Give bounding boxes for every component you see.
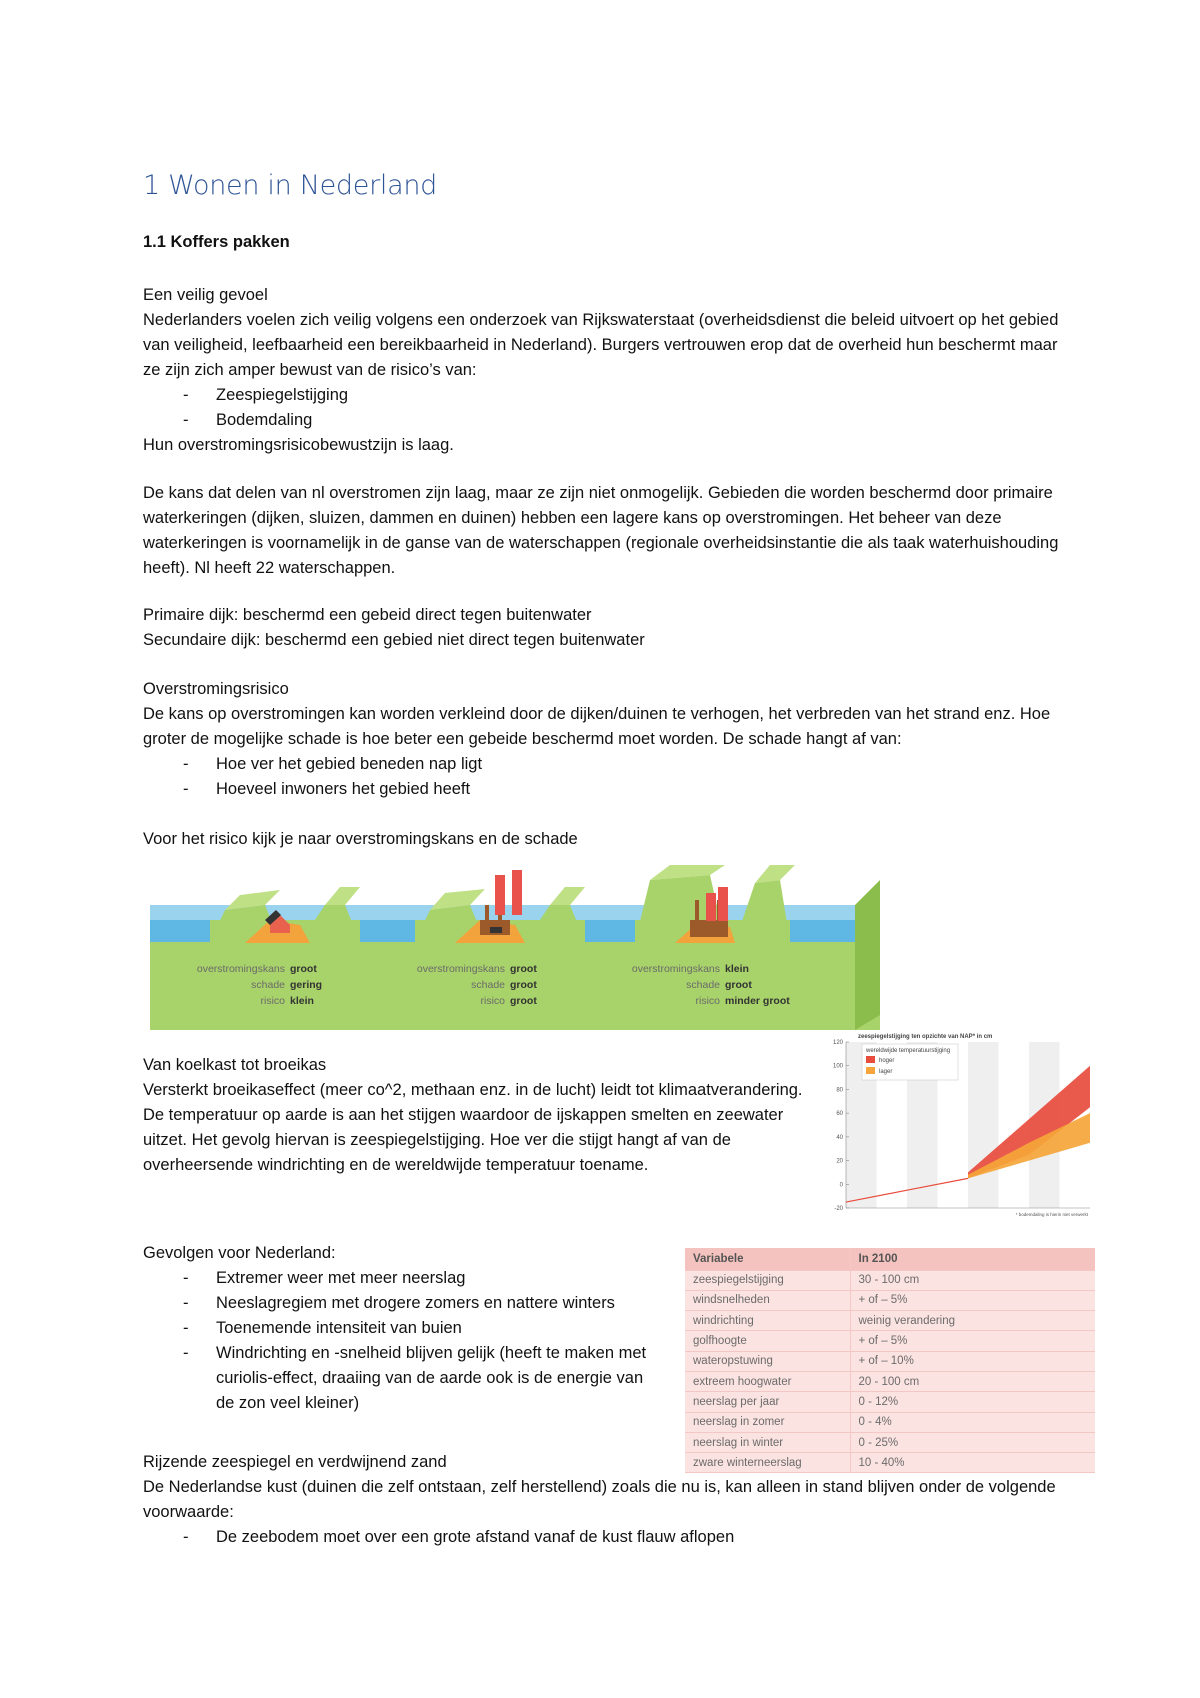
bullet-item: - Neeslagregiem met drogere zomers en nattere winters (143, 1291, 663, 1316)
value-kans: groot (510, 963, 537, 975)
chart-title: zeespiegelstijging ten opzichte van NAP* in cm (858, 1034, 993, 1040)
sea-level-chart (818, 1030, 1098, 1240)
value-schade: groot (725, 979, 752, 991)
label-kans: overstromingskans (196, 963, 285, 975)
table-cell-value: + of – 5% (850, 1290, 1095, 1310)
bullet-item: - Zeespiegelstijging (143, 383, 1078, 408)
dike-top (550, 887, 585, 905)
section-broeikas (143, 1053, 823, 1178)
table-row (685, 1331, 1095, 1351)
chart-ytick-label: 60 (836, 1111, 843, 1118)
section-title: Een veilig gevoel (143, 286, 268, 304)
table-row (685, 1270, 1095, 1290)
chart-ytick-label: 80 (836, 1087, 843, 1094)
value-kans: klein (725, 963, 749, 975)
value-risico: minder groot (725, 995, 790, 1007)
paragraph: De kans op overstromingen kan worden verkleind door de dijken/duinen te verhogen, het verbreden van het strand enz. Hoe groter de mogelijke schade is hoe beter een gebeide beschermd moet worden. De schade hangt af van: (143, 705, 1051, 748)
chart-ytick-label: 20 (836, 1158, 843, 1165)
factory-icon (690, 920, 728, 937)
secundaire-dijk-text: Secundaire dijk: beschermd een gebied niet direct tegen buitenwater (143, 631, 645, 649)
section-title: Gevolgen voor Nederland: (143, 1244, 336, 1262)
legend-label: hoger (879, 1058, 895, 1064)
table-cell-variabele: extreem hoogwater (685, 1371, 850, 1391)
dike-top (325, 887, 360, 905)
value-risico: groot (510, 995, 537, 1007)
bullet-item: - Hoe ver het gebied beneden nap ligt (143, 752, 1078, 777)
legend-swatch-lager (866, 1067, 875, 1074)
table-header: Variabele (685, 1248, 850, 1270)
paragraph: Voor het risico kijk je naar overstromingskans en de schade (143, 830, 578, 848)
value-schade: groot (510, 979, 537, 991)
table-header: In 2100 (850, 1248, 1095, 1270)
section-title: Rijzende zeespiegel en verdwijnend zand (143, 1453, 447, 1471)
bullet-item: - Hoeveel inwoners het gebied heeft (143, 777, 1078, 802)
section-heading: 1.1 Koffers pakken (143, 233, 290, 251)
paragraph: Hun overstromingsrisicobewustzijn is laag. (143, 436, 454, 454)
label-schade: schade (686, 979, 720, 991)
page-title: 1 Wonen in Nederland (143, 170, 437, 201)
table-row (685, 1290, 1095, 1310)
section-title: Van koelkast tot broeikas (143, 1056, 327, 1074)
table-row (685, 1311, 1095, 1331)
ground-side (855, 880, 880, 1030)
chart-ytick-label: 40 (836, 1134, 843, 1141)
label-schade: schade (251, 979, 285, 991)
paragraph: De Nederlandse kust (duinen die zelf ontstaan, zelf herstellend) zoals die nu is, kan alleen in stand blijven onder de volgende voorwaarde: (143, 1478, 1056, 1521)
label-risico: risico (480, 995, 505, 1007)
water-right (790, 920, 855, 942)
value-risico: klein (290, 995, 314, 1007)
tower-icon (512, 870, 522, 915)
bullet-item: - Bodemdaling (143, 408, 1078, 433)
table-cell-value: weinig verandering (850, 1311, 1095, 1331)
chart-ytick-label: 100 (832, 1063, 843, 1070)
water-left (150, 920, 210, 942)
table-row (685, 1412, 1095, 1432)
table-cell-variabele: zeespiegelstijging (685, 1270, 850, 1290)
table-row (685, 1392, 1095, 1412)
table-cell-variabele: golfhoogte (685, 1331, 850, 1351)
table-cell-variabele: neerslag in winter (685, 1432, 850, 1452)
chart-ytick-label: 120 (832, 1040, 843, 1046)
table-cell-variabele: wateropstuwing (685, 1351, 850, 1371)
section-title: Overstromingsrisico (143, 680, 289, 698)
table-cell-value: + of – 5% (850, 1331, 1095, 1351)
section-overstromingsrisico (143, 677, 1078, 852)
legend-label: lager (879, 1069, 893, 1075)
tower-icon (495, 875, 505, 915)
table-cell-variabele: neerslag in zomer (685, 1412, 850, 1432)
bullet-item: - Toenemende intensiteit van buien (143, 1316, 663, 1341)
chart-footnote: * bodemdaling is hierin niet verwerkt (1015, 1212, 1088, 1217)
label-risico: risico (260, 995, 285, 1007)
label-kans: overstromingskans (416, 963, 505, 975)
table-row (685, 1351, 1095, 1371)
section-zeespiegel (143, 1450, 1078, 1550)
table-cell-value: 30 - 100 cm (850, 1270, 1095, 1290)
table-cell-value: 20 - 100 cm (850, 1371, 1095, 1391)
table-row (685, 1371, 1095, 1391)
dike-illustration (150, 865, 880, 1030)
label-kans: overstromingskans (631, 963, 720, 975)
primaire-dijk-text: Primaire dijk: beschermd een gebeid direct tegen buitenwater (143, 606, 592, 624)
table-cell-value: + of – 10% (850, 1351, 1095, 1371)
legend-title: wereldwijde temperatuurstijging (866, 1048, 951, 1054)
tower-icon (706, 893, 716, 921)
label-schade: schade (471, 979, 505, 991)
bullet-item: - Extremer weer met meer neerslag (143, 1266, 663, 1291)
table-cell-variabele: windsnelheden (685, 1290, 850, 1310)
table-cell-value: 0 - 4% (850, 1412, 1095, 1432)
label-risico: risico (695, 995, 720, 1007)
table-header-row (685, 1248, 1095, 1270)
table-cell-variabele: zware winterneerslag (685, 1453, 850, 1473)
chart-grid-band (968, 1042, 999, 1208)
water-mid-1 (360, 920, 415, 942)
bullet-item: - De zeebodem moet over een grote afstand vanaf de kust flauw aflopen (143, 1525, 1078, 1550)
section-veilig-gevoel (143, 283, 1078, 458)
dune-top (755, 865, 795, 883)
chart-ytick-label: -20 (834, 1206, 843, 1212)
table-cell-value: 0 - 25% (850, 1432, 1095, 1452)
table-cell-variabele: neerslag per jaar (685, 1392, 850, 1412)
bullet-item: - Windrichting en -snelheid blijven gelijk (heeft te maken met curiolis-effect, draaiing van de aarde ook is de energie van de zon veel kleiner) (143, 1341, 663, 1416)
section-gevolgen (143, 1241, 663, 1416)
variabele-table (685, 1248, 1095, 1473)
tower-icon (718, 887, 728, 921)
chart-ytick-label: 0 (839, 1182, 843, 1189)
paragraph: Versterkt broeikaseffect (meer co^2, methaan enz. in de lucht) leidt tot klimaatverandering. De temperatuur op aarde is aan het stijgen waardoor de ijskappen smelten en zeewater uitzet. Het gevolg hiervan is zeespiegelstijging. Hoe ver die stijgt hangt af van de overheersende windrichting en de wereldwijde temperatuur toename. (143, 1081, 803, 1174)
table-cell-value: 10 - 40% (850, 1453, 1095, 1473)
paragraph: Nederlanders voelen zich veilig volgens een onderzoek van Rijkswaterstaat (overheidsdienst die beleid uitvoert op het gebied van veiligheid, leefbaarheid een bereikbaarheid in Nederland). Burgers vertrouwen erop dat de overheid hun beschermt maar ze zijn zich amper bewust van de risico’s van: (143, 311, 1059, 379)
table-cell-value: 0 - 12% (850, 1392, 1095, 1412)
water-mid-2 (585, 920, 635, 942)
table-cell-variabele: windrichting (685, 1311, 850, 1331)
section-dijken (143, 603, 1078, 653)
paragraph-kans: De kans dat delen van nl overstromen zijn laag, maar ze zijn niet onmogelijk. Gebieden die worden beschermd door primaire waterkeringen (dijken, sluizen, dammen en duinen) hebben een lagere kans op overstromingen. Het beheer van deze waterkeringen is voornamelijk in de ganse van de waterschappen (regionale overheidsinstantie die als taak waterhuishouding heeft). Nl heeft 22 waterschappen. (143, 484, 1059, 577)
legend-swatch-hoger (866, 1056, 875, 1063)
value-kans: groot (290, 963, 317, 975)
value-schade: gering (290, 979, 323, 991)
